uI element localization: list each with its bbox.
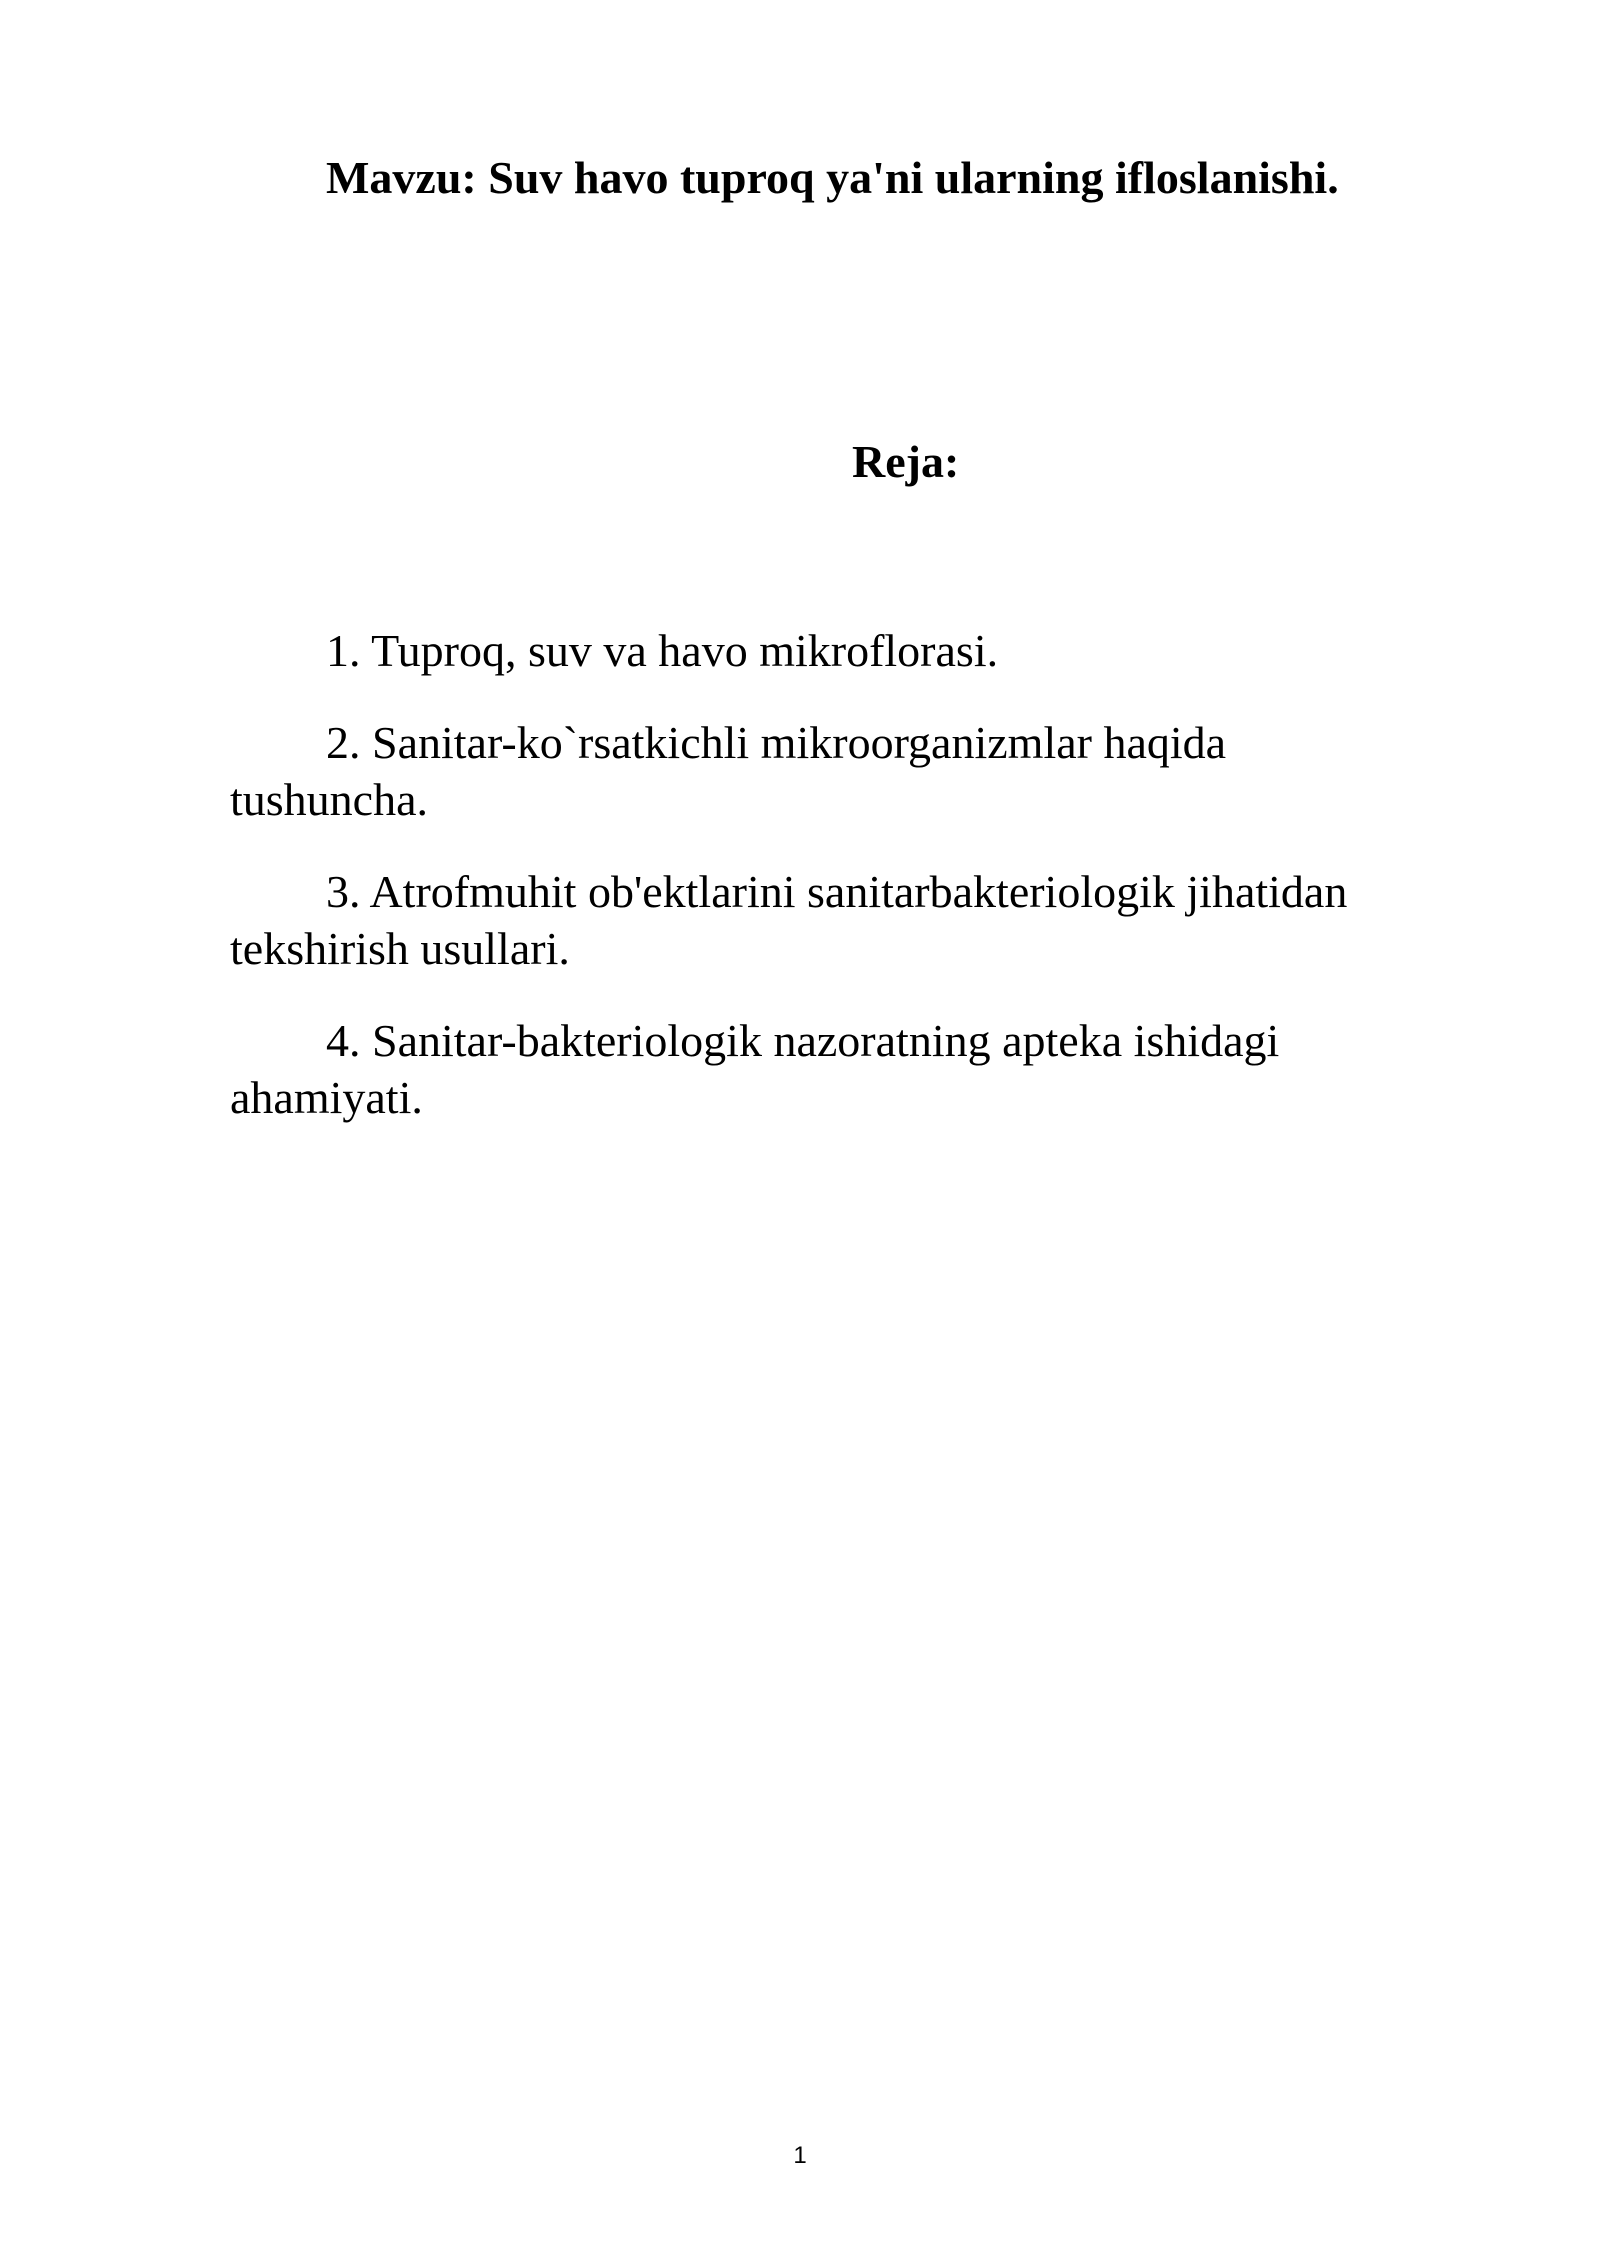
plan-heading: Reja: [852, 436, 960, 487]
document-title: Mavzu: Suv havo tuproq ya'ni ularning ifloslanishi. [326, 152, 1339, 203]
plan-list [230, 622, 1420, 1161]
plan-item-4: 4. Sanitar-bakteriologik nazoratning apteka ishidagi ahamiyati. [230, 1015, 1280, 1123]
plan-item-1: 1. Tuproq, suv va havo mikroflorasi. [326, 625, 999, 676]
plan-item-2: 2. Sanitar-ko`rsatkichli mikroorganizmlar haqida tushuncha. [230, 717, 1227, 825]
page-number: 1 [793, 2142, 807, 2169]
plan-item-3: 3. Atrofmuhit ob'ektlarini sanitarbakteriologik jihatidan tekshirish usullari. [230, 866, 1348, 974]
